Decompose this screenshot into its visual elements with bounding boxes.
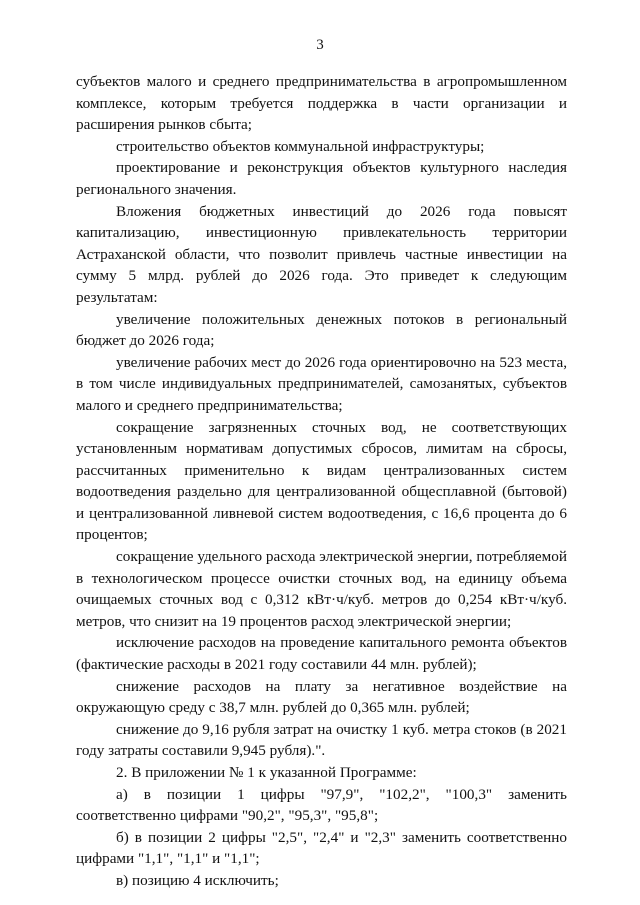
paragraph: а) в позиции 1 цифры "97,9", "102,2", "100,3" заменить соответственно цифрами "90,2", "95,3", "95,8"; bbox=[76, 785, 567, 825]
paragraph: 2. В приложении № 1 к указанной Программе: bbox=[116, 764, 417, 781]
paragraph: проектирование и реконструкция объектов культурного наследия регионального значения. bbox=[76, 159, 567, 198]
paragraph: снижение расходов на плату за негативное воздействие на окружающую среду с 38,7 млн. рублей до 0,365 млн. рублей; bbox=[76, 677, 567, 717]
paragraph: б) в позиции 2 цифры "2,5", "2,4" и "2,3" заменить соответственно цифрами "1,1", "1,1" и "1,1"; bbox=[76, 828, 567, 868]
paragraph: строительство объектов коммунальной инфраструктуры; bbox=[116, 137, 485, 155]
paragraph: в) позицию 4 исключить; bbox=[116, 871, 279, 889]
paragraph: снижение до 9,16 рубля затрат на очистку 1 куб. метра стоков (в 2021 году затраты составили 9,945 рубля).". bbox=[76, 720, 567, 760]
page-number: 3 bbox=[316, 37, 324, 53]
paragraph: увеличение положительных денежных потоков в региональный бюджет до 2026 года; bbox=[76, 310, 567, 350]
paragraph: сокращение удельного расхода электрической энергии, потребляемой в технологическом процессе очистки сточных вод, на единицу объема очищаемых сточных вод с 0,312 кВт·ч/куб. метров до 0,254 кВт·ч/куб. метров, что снизит на 19 процентов расход электрической энергии; bbox=[76, 548, 567, 630]
paragraph: исключение расходов на проведение капитального ремонта объектов (фактические расходы в 2021 году составили 44 млн. рублей); bbox=[76, 634, 567, 674]
paragraph: субъектов малого и среднего предпринимательства в агропромышленном комплексе, которым требуется поддержка в части организации и расширения рынков сбыта; bbox=[76, 73, 567, 134]
paragraph: сокращение загрязненных сточных вод, не соответствующих установленным нормативам допустимых сбросов, лимитам на сбросы, рассчитанных применительно к видам централизованных систем водоотведения раздельно для централизованной общесплавной (бытовой) и централизованной ливневой систем водоотведения, с 16,6 процента до 6 процентов; bbox=[76, 418, 567, 544]
paragraph: Вложения бюджетных инвестиций до 2026 года повысят капитализацию, инвестиционную привлекательность территории Астраханской области, что позволит привлечь частные инвестиции на сумму 5 млрд. рублей до 2026 года. Это приведет к следующим результатам: bbox=[76, 202, 567, 306]
document-body bbox=[76, 71, 567, 892]
paragraph: увеличение рабочих мест до 2026 года ориентировочно на 523 места, в том числе индивидуальных предпринимателей, самозанятых, субъектов малого и среднего предпринимательства; bbox=[76, 353, 567, 414]
